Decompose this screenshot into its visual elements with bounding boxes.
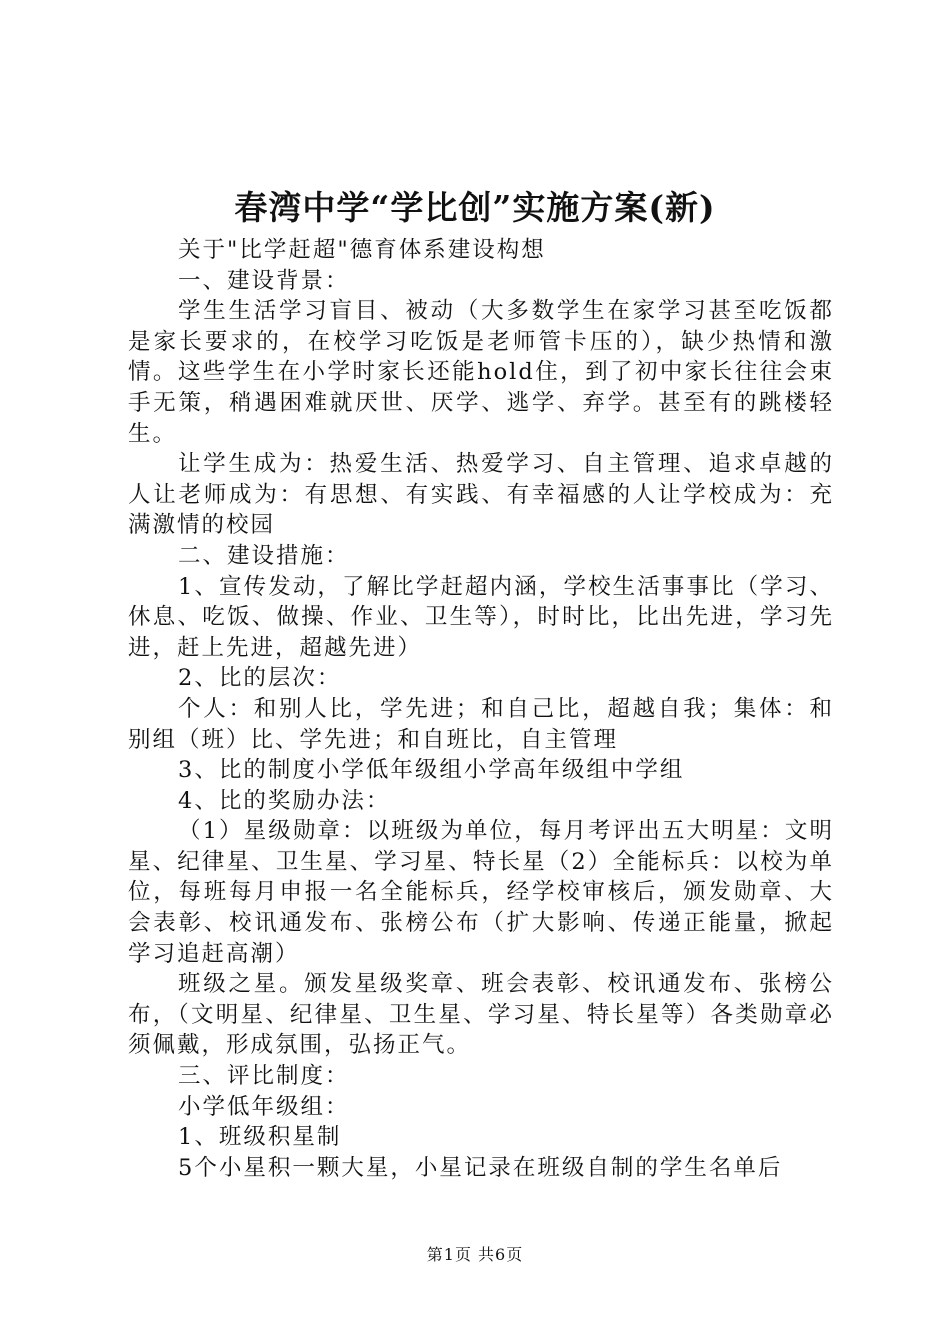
paragraph-measure-1: 1、宣传发动，了解比学赶超内涵，学校生活事事比（学习、休息、吃饭、做操、作业、卫生等），时时比，比出先进，学习先进，赶上先进，超越先进） [128,573,834,661]
heading-evaluation: 三、评比制度： [178,1063,350,1090]
paragraph-levels: 个人：和别人比，学先进；和自己比，超越自我；集体：和别组（班）比、学先进；和自班比，自主管理 [128,695,834,753]
paragraph-measure-2: 2、比的层次： [178,665,342,692]
paragraph-measure-4: 4、比的奖励办法： [178,787,391,814]
paragraph-star-system: 1、班级积星制 [178,1124,342,1151]
page-number-footer: 第1页 共6页 [426,1245,524,1264]
heading-measures: 二、建设措施： [178,542,350,569]
paragraph-background: 学生生活学习盲目、被动（大多数学生在家学习甚至吃饭都是家长要求的，在校学习吃饭是老师管卡压的），缺少热情和激情。这些学生在小学时家长还能hold住，到了初中家长往往会束手无策，稍遇困难就厌世、厌学、逃学、弃学。甚至有的跳楼轻生。 [128,298,834,447]
document-body [128,235,834,1183]
paragraph-class-star: 班级之星。颁发星级奖章、班会表彰、校讯通发布、张榜公布，（文明星、纪律星、卫生星、学习星、特长星等）各类勋章必须佩戴，形成氛围，弘扬正气。 [128,971,834,1059]
paragraph-goals: 让学生成为：热爱生活、热爱学习、自主管理、追求卓越的人让老师成为：有思想、有实践、有幸福感的人让学校成为：充满激情的校园 [128,451,834,539]
heading-background: 一、建设背景： [178,267,350,294]
paragraph-lower-grade: 小学低年级组： [178,1093,350,1120]
paragraph-awards: （1）星级勋章：以班级为单位，每月考评出五大明星：文明星、纪律星、卫生星、学习星、特长星（2）全能标兵：以校为单位，每班每月申报一名全能标兵，经学校审核后，颁发勋章、大会表彰、校讯通发布、张榜公布（扩大影响、传递正能量，掀起学习追赶高潮） [128,818,834,967]
paragraph-measure-3: 3、比的制度小学低年级组小学高年级组中学组 [178,757,685,784]
document-title: 春湾中学“学比创”实施方案(新) [234,188,716,227]
paragraph-star-rule: 5个小星积一颗大星，小星记录在班级自制的学生名单后 [178,1154,783,1181]
paragraph-subtitle: 关于"比学赶超"德育体系建设构想 [178,237,546,263]
